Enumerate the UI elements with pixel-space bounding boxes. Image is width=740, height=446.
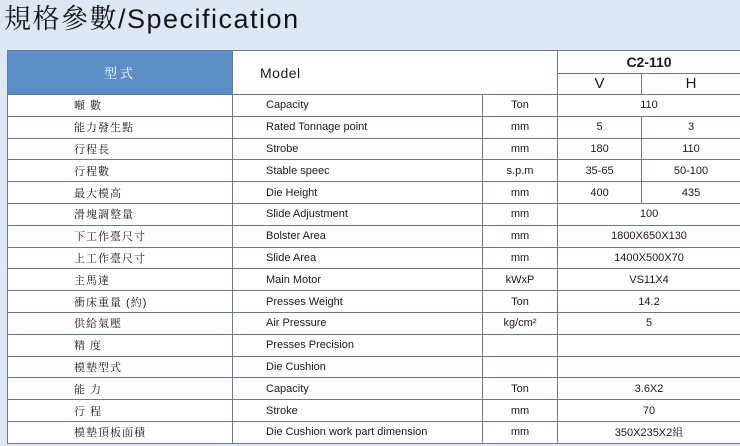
spec-unit: mm — [483, 421, 558, 443]
spec-value-v: 180 — [558, 138, 642, 160]
header-col-h: H — [642, 73, 740, 95]
table-row — [8, 291, 740, 313]
spec-value-h: 3 — [642, 116, 740, 138]
spec-label-zh: 模墊型式 — [8, 356, 233, 378]
spec-unit: Ton — [483, 95, 558, 117]
spec-label-zh: 模墊頂板面積 — [8, 421, 233, 443]
spec-value-h: 110 — [642, 138, 740, 160]
table-row — [8, 225, 740, 247]
spec-unit: mm — [483, 225, 558, 247]
header-en-model: Model — [233, 51, 558, 95]
spec-unit: Ton — [483, 291, 558, 313]
spec-label-zh: 噸 數 — [8, 95, 233, 117]
spec-unit: mm — [483, 400, 558, 422]
header-zh-model: 型式 — [8, 51, 233, 95]
spec-table — [7, 50, 740, 444]
spec-label-en: Die Cushion work part dimension — [233, 421, 483, 443]
spec-label-en: Stable speec — [233, 160, 483, 182]
table-row — [8, 160, 740, 182]
table-row — [8, 378, 740, 400]
spec-label-zh: 主馬達 — [8, 269, 233, 291]
spec-unit: mm — [483, 182, 558, 204]
spec-label-en: Air Pressure — [233, 312, 483, 334]
spec-label-zh: 下工作臺尺寸 — [8, 225, 233, 247]
spec-value-h: 50-100 — [642, 160, 740, 182]
spec-value: 350X235X2組 — [558, 421, 740, 443]
spec-label-en: Presses Weight — [233, 291, 483, 313]
spec-value: 70 — [558, 400, 740, 422]
spec-unit: s.p.m — [483, 160, 558, 182]
table-header-row — [8, 51, 740, 74]
spec-label-zh: 行 程 — [8, 400, 233, 422]
spec-label-en: Strobe — [233, 138, 483, 160]
spec-unit — [483, 334, 558, 356]
spec-unit: mm — [483, 203, 558, 225]
spec-value: 3.6X2 — [558, 378, 740, 400]
spec-unit: Ton — [483, 378, 558, 400]
spec-value: 14.2 — [558, 291, 740, 313]
spec-label-en: Rated Tonnage point — [233, 116, 483, 138]
spec-value-v: 400 — [558, 182, 642, 204]
spec-unit: mm — [483, 247, 558, 269]
spec-label-en: Main Motor — [233, 269, 483, 291]
table-row — [8, 356, 740, 378]
spec-label-zh: 能 力 — [8, 378, 233, 400]
table-row — [8, 312, 740, 334]
spec-unit — [483, 356, 558, 378]
spec-value: VS11X4 — [558, 269, 740, 291]
spec-value: 5 — [558, 312, 740, 334]
spec-label-en: Presses Precision — [233, 334, 483, 356]
spec-label-zh: 滑塊調整量 — [8, 203, 233, 225]
spec-value-h: 435 — [642, 182, 740, 204]
spec-label-en: Slide Adjustment — [233, 203, 483, 225]
table-row — [8, 400, 740, 422]
table-row — [8, 116, 740, 138]
table-row — [8, 269, 740, 291]
table-row — [8, 334, 740, 356]
spec-label-en: Capacity — [233, 95, 483, 117]
table-row — [8, 138, 740, 160]
spec-value: 100 — [558, 203, 740, 225]
spec-value: 1800X650X130 — [558, 225, 740, 247]
spec-label-en: Bolster Area — [233, 225, 483, 247]
spec-label-en: Slide Area — [233, 247, 483, 269]
spec-unit: kg/cm² — [483, 312, 558, 334]
spec-unit: kWxP — [483, 269, 558, 291]
header-col-v: V — [558, 73, 642, 95]
spec-label-zh: 上工作臺尺寸 — [8, 247, 233, 269]
spec-value: 1400X500X70 — [558, 247, 740, 269]
page-title: 規格參數/Specification — [4, 4, 300, 34]
spec-label-en: Capacity — [233, 378, 483, 400]
spec-label-zh: 行程數 — [8, 160, 233, 182]
spec-unit: mm — [483, 116, 558, 138]
spec-value-v: 35-65 — [558, 160, 642, 182]
spec-label-zh: 行程長 — [8, 138, 233, 160]
spec-value: 110 — [558, 95, 740, 117]
spec-unit: mm — [483, 138, 558, 160]
spec-label-en: Die Height — [233, 182, 483, 204]
table-row — [8, 203, 740, 225]
spec-value — [558, 356, 740, 378]
spec-label-en: Die Cushion — [233, 356, 483, 378]
spec-label-zh: 最大模高 — [8, 182, 233, 204]
spec-label-en: Stroke — [233, 400, 483, 422]
spec-value-v: 5 — [558, 116, 642, 138]
spec-value — [558, 334, 740, 356]
header-model-number: C2-110 — [558, 51, 740, 74]
spec-label-zh: 供給氣壓 — [8, 312, 233, 334]
table-row — [8, 182, 740, 204]
spec-label-zh: 精 度 — [8, 334, 233, 356]
table-row — [8, 95, 740, 117]
spec-label-zh: 衝床重量 (約) — [8, 291, 233, 313]
spec-label-zh: 能力發生點 — [8, 116, 233, 138]
table-row — [8, 421, 740, 443]
table-row — [8, 247, 740, 269]
